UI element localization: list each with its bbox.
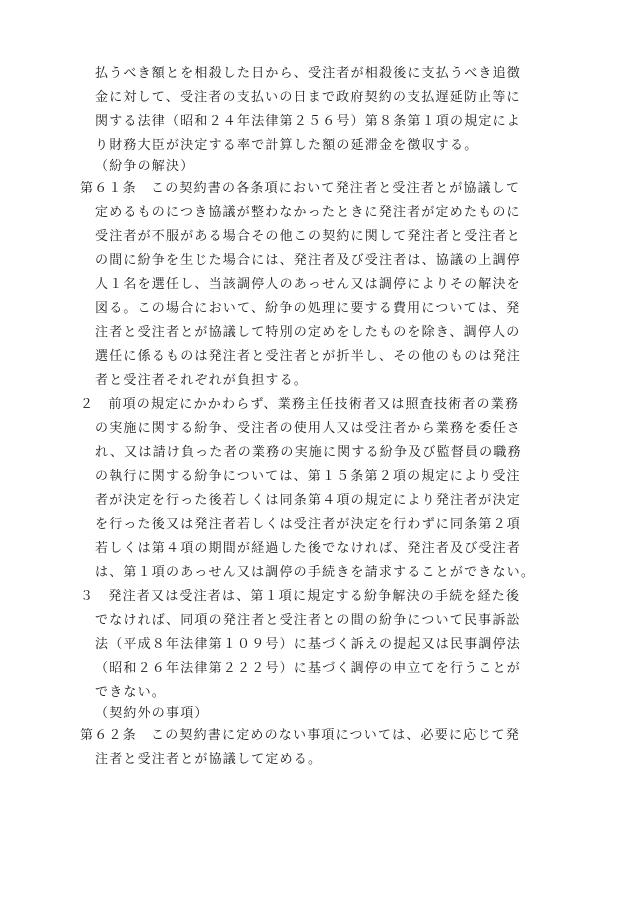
section-heading: （紛争の解決）	[95, 159, 195, 174]
text-line: は、第１項のあっせん又は調停の手続きを請求することができない。	[95, 565, 536, 580]
text-line: 選任に係るものは発注者と受注者とが折半し、その他のものは発注	[95, 349, 522, 364]
text-line: 関する法律（昭和２４年法律第２５６号）第８条第１項の規定によ	[95, 114, 522, 129]
text-line: を行った後又は発注者若しくは受注者が決定を行わずに同条第２項	[95, 517, 522, 532]
paragraph-2-first-line: ２ 前項の規定にかかわらず、業務主任技術者又は照査技術者の業務	[80, 397, 520, 412]
text-line: 金に対して、受注者の支払いの日まで政府契約の支払遅延防止等に	[95, 90, 521, 105]
text-line: 者が決定を行った後若しくは同条第４項の規定により発注者が決定	[95, 493, 522, 508]
text-line: できない。	[95, 685, 167, 700]
text-line: 図る。この場合において、紛争の処理に要する費用については、発	[95, 301, 521, 316]
text-line: 払うべき額とを相殺した日から、受注者が相殺後に支払うべき追徴	[95, 66, 522, 81]
text-line: 注者と受注者とが協議して定める。	[95, 752, 323, 767]
text-line: り財務大臣が決定する率で計算した額の延滞金を徴収する。	[95, 138, 479, 153]
text-line: 定めるものにつき協議が整わなかったときに発注者が定めたものに	[95, 205, 521, 220]
text-line: 法（平成８年法律第１０９号）に基づく訴えの提起又は民事調停法	[95, 637, 522, 652]
section-heading: （契約外の事項）	[95, 706, 209, 721]
text-line: （昭和２６年法律第２２２号）に基づく調停の申立てを行うことが	[95, 661, 522, 676]
text-line: 受注者が不服がある場合その他この契約に関して発注者と受注者と	[95, 229, 522, 244]
text-line: 若しくは第４項の期間が経過した後でなければ、発注者及び受注者	[95, 541, 522, 556]
text-line: 人１名を選任し、当該調停人のあっせん又は調停によりその解決を	[95, 277, 521, 292]
text-line: 者と受注者それぞれが負担する。	[95, 373, 309, 388]
text-line: れ、又は請け負った者の業務の実施に関する紛争及び監督員の職務	[95, 445, 522, 460]
text-line: の執行に関する紛争については、第１５条第２項の規定により受注	[95, 469, 521, 484]
article-heading-line: 第６１条 この契約書の各条項において発注者と受注者とが協議して	[80, 181, 521, 196]
text-line: でなければ、同項の発注者と受注者との間の紛争について民事訴訟	[95, 613, 521, 628]
text-line: の間に紛争を生じた場合には、発注者及び受注者は、協議の上調停	[95, 253, 522, 268]
article-heading-line: 第６２条 この契約書に定めのない事項については、必要に応じて発	[80, 728, 520, 743]
text-line: の実施に関する紛争、受注者の使用人又は受注者から業務を委任さ	[95, 421, 522, 436]
paragraph-3-first-line: ３ 発注者又は受注者は、第１項に規定する紛争解決の手続を経た後	[80, 589, 521, 604]
text-line: 注者と受注者とが協議して特別の定めをしたものを除き、調停人の	[95, 325, 521, 340]
